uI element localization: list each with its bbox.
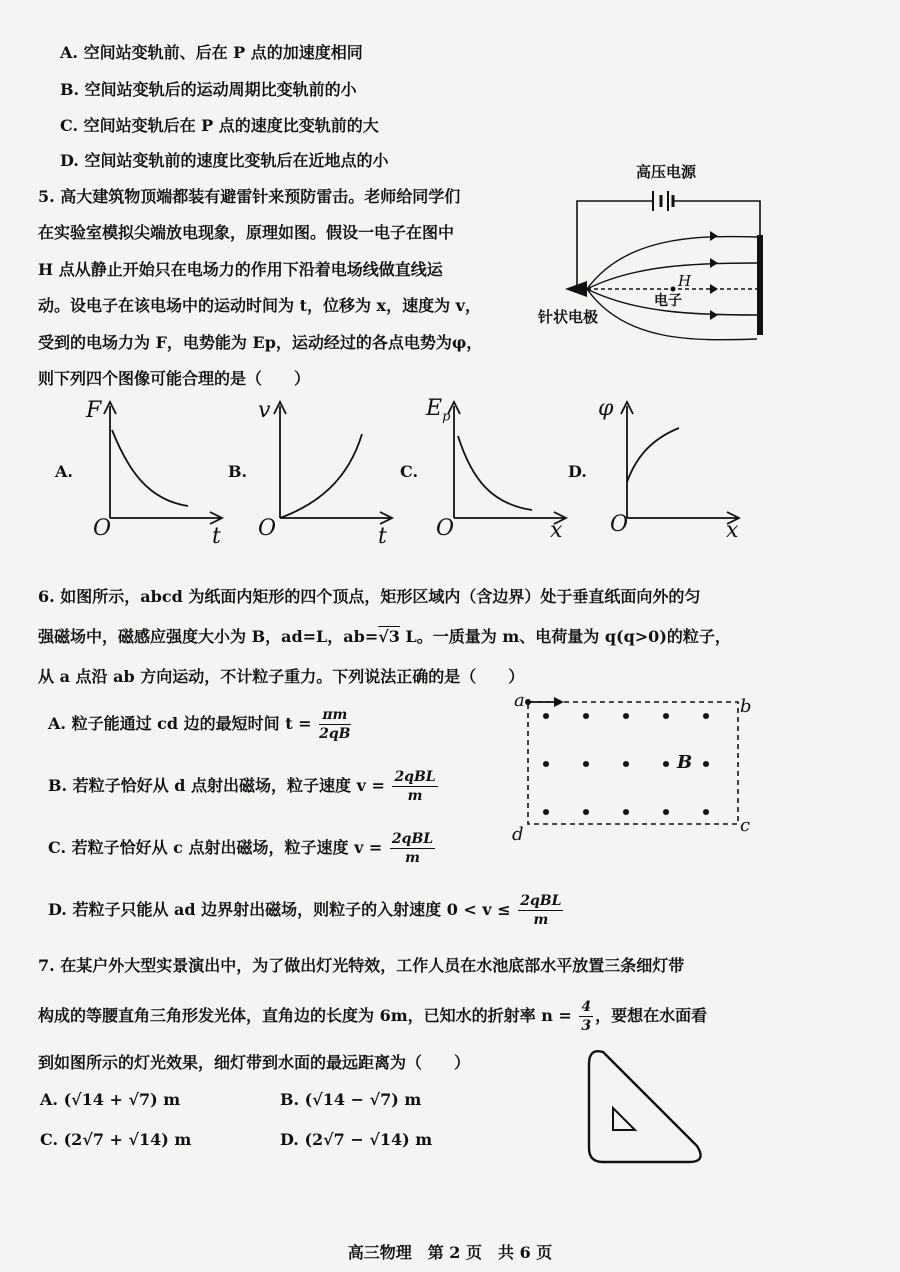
q5-graph-c-origin: O — [436, 516, 455, 541]
q6-option-c: C. 若粒子恰好从 c 点射出磁场，粒子速度 v = $\frac{\text{2qBL}}{m}$ — [48, 831, 434, 866]
q7-option-c: C. (2√7 + √14) m — [40, 1130, 192, 1149]
q6-option-d: D. 若粒子只能从 ad 边界射出磁场，则粒子的入射速度 0 < v ≤ $\frac{\text{2qBL}}{m}$ — [48, 893, 562, 928]
q7-option-d: D. (2√7 − √14) m — [280, 1130, 433, 1149]
q5-line-2: 在实验室模拟尖端放电现象，原理如图。假设一电子在图中 — [38, 223, 455, 242]
q5-line-4: 动。设电子在该电场中的运动时间为 t，位移为 x，速度为 v， — [38, 296, 481, 315]
q4-option-d: D. 空间站变轨前的速度比变轨后在近地点的小 — [60, 151, 389, 170]
q5-point-h-label: H — [678, 272, 692, 290]
q5-line-3: H 点从静止开始只在电场力的作用下沿着电场线做直线运 — [38, 260, 443, 279]
q5-graph-a-letter: A. — [55, 462, 73, 481]
q4-option-a: A. 空间站变轨前、后在 P 点的加速度相同 — [60, 43, 363, 62]
q5-graph-b — [258, 400, 398, 530]
q5-graph-c-xlabel: x — [550, 518, 563, 543]
q5-electron-label: 电子 — [654, 293, 682, 309]
q5-line-1: 5. 高大建筑物顶端都装有避雷针来预防雷击。老师给同学们 — [38, 187, 461, 206]
q5-graph-b-xlabel: t — [378, 524, 387, 549]
q7-light-triangle-diagram — [583, 1042, 713, 1172]
q5-graph-c — [432, 400, 572, 530]
q5-graph-c-letter: C. — [400, 462, 419, 481]
q7-option-b: B. (√14 − √7) m — [280, 1090, 422, 1109]
q7-line-3: 到如图所示的灯光效果，细灯带到水面的最远距离为（ ） — [38, 1053, 471, 1072]
q5-electrode-label: 针状电极 — [538, 308, 599, 326]
q4-option-b: B. 空间站变轨后的运动周期比变轨前的小 — [60, 80, 357, 99]
q5-graph-d-ylabel: φ — [598, 396, 614, 421]
q6-vertex-d: d — [512, 824, 524, 845]
q5-graph-b-origin: O — [258, 516, 277, 541]
q7-line-2: 构成的等腰直角三角形发光体，直角边的长度为 6m，已知水的折射率 n = $\frac{4}{3}$ ，要想在水面看 — [38, 999, 708, 1034]
q6-line-2: 强磁场中，磁感应强度大小为 B，ad=L，ab=√3 L。一质量为 m、电荷量为 q(q>0)的粒子， — [38, 627, 731, 646]
q5-graph-b-letter: B. — [228, 462, 248, 481]
page-footer: 高三物理 第 2 页 共 6 页 — [347, 1243, 553, 1262]
q6-line-1: 6. 如图所示，abcd 为纸面内矩形的四个顶点，矩形区域内（含边界）处于垂直纸面向外的匀 — [38, 587, 701, 606]
q6-vertex-b: b — [740, 696, 752, 717]
q6-option-a: A. 粒子能通过 cd 边的最短时间 t = $\frac{\pi m}{2qB}$ — [48, 707, 351, 742]
q5-graph-a-origin: O — [93, 516, 112, 541]
q5-graph-d-letter: D. — [568, 462, 587, 481]
q5-graph-a-xlabel: t — [212, 524, 221, 549]
q5-graph-d-xlabel: x — [726, 518, 739, 543]
q5-line-6: 则下列四个图像可能合理的是（ ） — [38, 369, 311, 388]
q6-vertex-a: a — [514, 690, 525, 711]
q6-field-b-label: B — [677, 752, 693, 773]
q6-vertex-c: c — [740, 815, 751, 836]
q5-graph-b-ylabel: v — [258, 398, 271, 423]
q7-option-a: A. (√14 + √7) m — [40, 1090, 181, 1109]
q5-source-label: 高压电源 — [636, 163, 697, 181]
q5-graph-d-origin: O — [610, 512, 629, 537]
q7-line-1: 7. 在某户外大型实景演出中，为了做出灯光特效，工作人员在水池底部水平放置三条细灯带 — [38, 956, 685, 975]
q5-line-5: 受到的电场力为 F，电势能为 Ep，运动经过的各点电势为φ， — [38, 333, 483, 352]
q6-field-diagram — [518, 690, 748, 830]
q5-graph-c-ylabel: $E_p$ — [426, 396, 451, 425]
q5-graph-a — [88, 400, 228, 530]
q6-line-3: 从 a 点沿 ab 方向运动，不计粒子重力。下列说法正确的是（ ） — [38, 667, 525, 686]
q4-option-c: C. 空间站变轨后在 P 点的速度比变轨前的大 — [60, 116, 379, 135]
q5-graph-a-ylabel: F — [86, 398, 102, 423]
q6-option-b: B. 若粒子恰好从 d 点射出磁场，粒子速度 v = $\frac{\text{2qBL}}{m}$ — [48, 769, 436, 804]
q5-graph-d — [605, 400, 745, 530]
